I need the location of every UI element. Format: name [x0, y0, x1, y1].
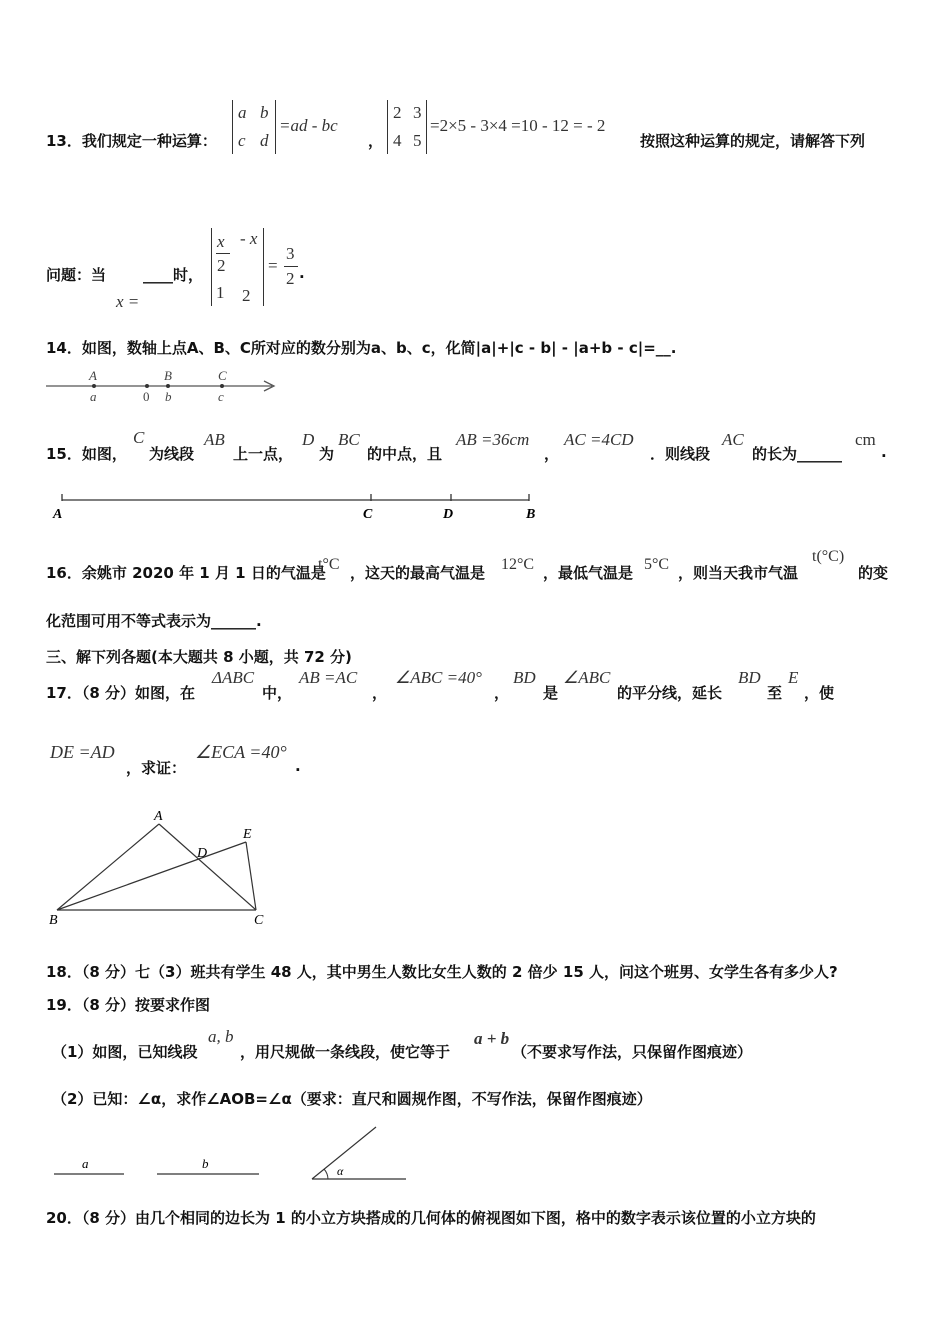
- frac-den: 2: [286, 269, 295, 288]
- point-0: [145, 384, 149, 388]
- side-AC: [159, 824, 256, 910]
- q16-p2: ，这天的最高气温是: [350, 564, 486, 582]
- label-B: B: [164, 368, 172, 383]
- q19-s1b: ，用尺规做一条线段，使它等于: [240, 1043, 451, 1061]
- eq-DE-AD: DE =AD: [50, 742, 115, 762]
- det-entry: 2: [217, 256, 226, 275]
- q15-p1: 15．如图，: [46, 445, 127, 463]
- q15-p5: 的中点，且: [367, 445, 443, 463]
- q15-p2: 为线段: [149, 445, 195, 463]
- side-AB: [57, 824, 159, 910]
- var-AB: AB: [204, 430, 225, 449]
- angle-ABC: ∠ABC =40°: [395, 668, 482, 687]
- triangle-figure: [44, 806, 274, 928]
- label-B: B: [526, 507, 536, 522]
- det-entry: 5: [413, 131, 422, 150]
- segment-figure: [48, 488, 548, 524]
- temp-t: t°C: [318, 556, 340, 573]
- section-3-heading: 三、解下列各题(本大题共 8 小题，共 72 分): [46, 648, 352, 666]
- det-entry: x: [217, 232, 225, 251]
- frac-num: 3: [286, 244, 295, 263]
- q13-tail: 按照这种运算的规定，请解答下列: [640, 132, 866, 150]
- var-BC: BC: [338, 430, 360, 449]
- q13-lead: 13．我们规定一种运算：: [46, 132, 217, 150]
- label-E: E: [243, 827, 252, 842]
- temp-low: 5°C: [644, 556, 670, 573]
- point-b: [166, 384, 170, 388]
- var-BD: BD: [513, 668, 536, 687]
- eq-AB-AC: AB =AC: [299, 668, 358, 687]
- var-E: E: [788, 668, 799, 687]
- segment-EC: [246, 842, 256, 910]
- q17-p6: ，使: [804, 684, 835, 702]
- label-c: c: [218, 389, 224, 404]
- determinant-3: [211, 228, 264, 306]
- q17-p7: ，求证：: [126, 759, 187, 777]
- q13-example: =2×5 - 3×4 =10 - 12 = - 2: [430, 116, 606, 135]
- label-D: D: [197, 846, 208, 861]
- temp-var: t(°C): [812, 548, 845, 565]
- q15-p6: ．则线段: [650, 445, 711, 463]
- determinant-2: [387, 100, 427, 154]
- label-alpha: α: [337, 1164, 344, 1178]
- determinant-1: [232, 100, 276, 154]
- fraction-bar: [284, 266, 298, 267]
- q16-p5: 的变: [858, 564, 889, 582]
- var-C: C: [133, 428, 145, 447]
- q15-p7: 的长为______: [752, 445, 843, 463]
- eq-AB: AB =36cm: [456, 430, 530, 449]
- label-b: b: [165, 389, 172, 404]
- label-C: C: [218, 368, 227, 383]
- eq-AC: AC =4CD: [564, 430, 634, 449]
- q13-blank: ____时，: [143, 266, 204, 284]
- q20-text: 20．（8 分）由几个相同的边长为 1 的小立方块搭成的几何体的俯视图如下图，格中的数字表示该位置的小立方块的: [46, 1209, 816, 1227]
- label-A: A: [154, 809, 163, 824]
- q16-p1: 16．余姚市 2020 年 1 月 1 日的气温是: [46, 564, 326, 582]
- q13-end: .: [299, 264, 305, 282]
- q17-c2: ，: [494, 684, 510, 702]
- det-entry: b: [260, 103, 269, 122]
- triangle-ABC: ΔABC: [212, 668, 255, 687]
- q19-head: 19．（8 分）按要求作图: [46, 996, 211, 1014]
- q15-c1: ，: [544, 445, 560, 463]
- unit-cm: cm: [855, 430, 876, 449]
- q13-comma: ，: [368, 132, 384, 150]
- angle-ECA: ∠ECA =40°: [195, 742, 287, 762]
- point-c: [220, 384, 224, 388]
- q19-s1c: （不要求写作法，只保留作图痕迹）: [512, 1043, 753, 1061]
- q17-p4: 的平分线，延长: [617, 684, 723, 702]
- det-entry: - x: [240, 229, 258, 248]
- var-BD-2: BD: [738, 668, 761, 687]
- det-entry: a: [238, 103, 247, 122]
- var-a-plus-b: a + b: [474, 1029, 510, 1048]
- label-0: 0: [143, 389, 150, 404]
- point-a: [92, 384, 96, 388]
- q18-text: 18．（8 分）七（3）班共有学生 48 人，其中男生人数比女生人数的 2 倍少 15 人，问这个班男、女学生各有多少人?: [46, 963, 838, 981]
- q17-c1: ，: [372, 684, 388, 702]
- label-C: C: [363, 507, 373, 522]
- q17-p2: 中，: [262, 684, 293, 702]
- label-a: a: [82, 1156, 89, 1171]
- q15-p4: 为: [319, 445, 335, 463]
- fraction-bar: [216, 253, 230, 254]
- var-D: D: [302, 430, 315, 449]
- label-B: B: [49, 913, 58, 928]
- angle-ABC-2: ∠ABC: [563, 668, 611, 687]
- segments-and-angle-figure: [50, 1122, 420, 1184]
- angle-arc: [324, 1169, 328, 1179]
- q17-p3: 是: [543, 684, 559, 702]
- det-entry: 4: [393, 131, 402, 150]
- number-line-figure: [44, 366, 284, 406]
- q13-definition: =ad - bc: [279, 116, 338, 135]
- q15-p3: 上一点，: [233, 445, 294, 463]
- det-entry: d: [260, 131, 269, 150]
- q16-p3: ，最低气温是: [543, 564, 634, 582]
- q19-s2: （2）已知：∠α，求作∠AOB=∠α（要求：直尺和圆规作图，不写作法，保留作图痕迹）: [52, 1090, 652, 1108]
- temp-high: 12°C: [501, 556, 535, 573]
- label-A: A: [53, 507, 63, 522]
- q14-text: 14．如图，数轴上点A、B、C所对应的数分别为a、b、c，化简|a|+|c - b| - |a+b - c|=__.: [46, 339, 677, 357]
- label-D: D: [443, 507, 454, 522]
- q17-p5: 至: [767, 684, 783, 702]
- angle-ray-2: [312, 1127, 376, 1179]
- q13-x-eq: x =: [116, 292, 140, 311]
- q19-s1a: （1）如图，已知线段: [52, 1043, 198, 1061]
- q17-p1: 17．（8 分）如图，在: [46, 684, 196, 702]
- label-a: a: [90, 389, 97, 404]
- q16-line2: 化范围可用不等式表示为______.: [46, 612, 262, 630]
- det-entry: 1: [216, 283, 225, 302]
- q13-equals: =: [268, 256, 278, 275]
- det-entry: c: [238, 131, 246, 150]
- det-entry: 2: [242, 286, 251, 305]
- label-A: A: [89, 368, 97, 383]
- label-C: C: [254, 913, 264, 928]
- q15-end: .: [881, 443, 887, 461]
- q13-ask: 问题：当: [46, 266, 107, 284]
- q16-p4: ，则当天我市气温: [678, 564, 799, 582]
- q17-end: .: [295, 757, 301, 775]
- det-entry: 2: [393, 103, 402, 122]
- var-ab: a, b: [208, 1027, 234, 1046]
- var-AC: AC: [722, 430, 744, 449]
- label-b: b: [202, 1156, 209, 1171]
- det-entry: 3: [413, 103, 422, 122]
